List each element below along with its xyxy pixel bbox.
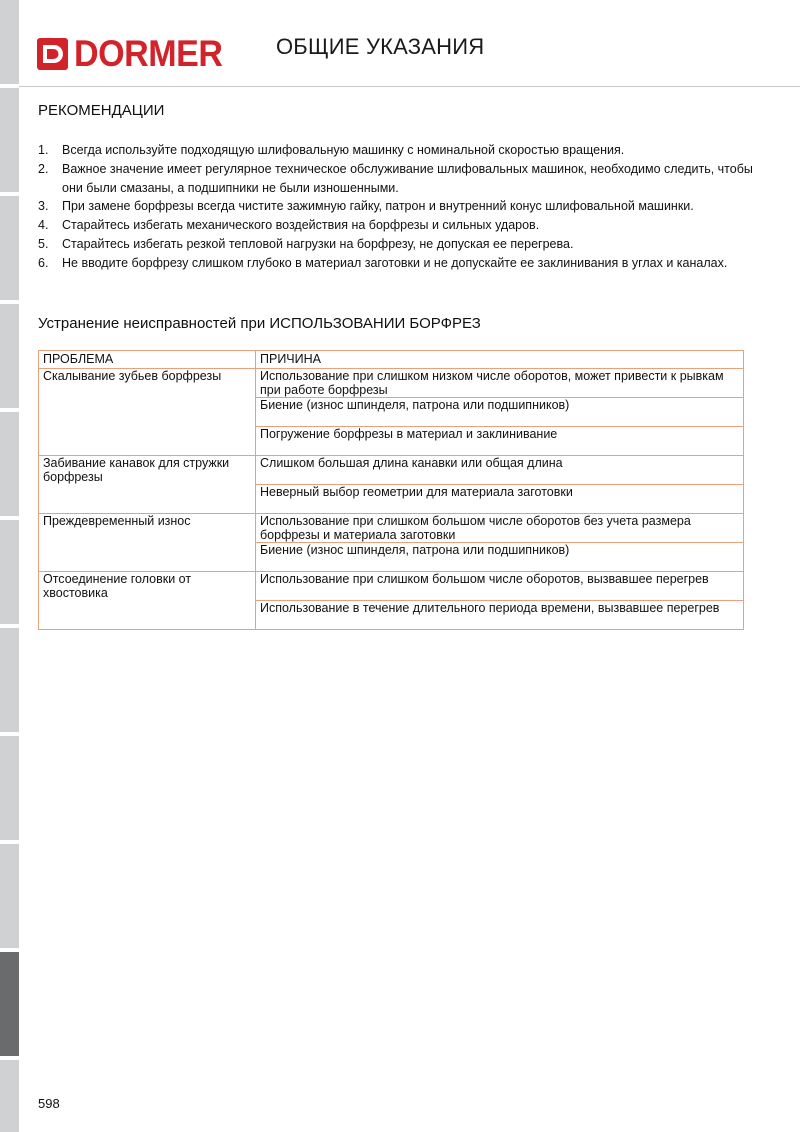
list-item xyxy=(38,141,758,160)
cause-cell: Использование при слишком большом числе оборотов, вызвавшее перегрев xyxy=(256,572,744,601)
side-tab xyxy=(0,1060,19,1132)
table-row xyxy=(39,572,744,601)
cause-cell: Погружение борфрезы в материал и заклинивание xyxy=(256,427,744,456)
item-text: Старайтесь избегать механического воздействия на борфрезы и сильных ударов. xyxy=(62,218,540,233)
item-number: 5. xyxy=(38,236,49,251)
table-row xyxy=(39,369,744,398)
side-index-tabs xyxy=(0,0,19,1132)
cause-column-header: ПРИЧИНА xyxy=(256,351,744,369)
problem-cell: Отсоединение головки от хвостовика xyxy=(39,572,256,630)
item-text: Не вводите борфрезу слишком глубоко в материал заготовки и не допускайте ее заклинивания в углах и каналах. xyxy=(62,255,728,270)
cause-cell: Слишком большая длина канавки или общая длина xyxy=(256,456,744,485)
item-text: Старайтесь избегать резкой тепловой нагрузки на борфрезу, не допуская ее перегрева. xyxy=(62,236,574,251)
table-row xyxy=(39,456,744,485)
item-text: Важное значение имеет регулярное техническое обслуживание шлифовальных машинок, необходимо следить, чтобы они были смазаны, а подшипники не были изношенными. xyxy=(62,161,753,195)
side-tab xyxy=(0,88,19,192)
brand-wordmark: DORMER xyxy=(74,33,223,74)
item-number: 1. xyxy=(38,143,49,157)
recommendations-heading: РЕКОМЕНДАЦИИ xyxy=(38,102,165,119)
side-tab xyxy=(0,628,19,732)
problem-cell: Скалывание зубьев борфрезы xyxy=(39,369,256,456)
problem-cell: Забивание канавок для стружки борфрезы xyxy=(39,456,256,514)
side-tab xyxy=(0,520,19,624)
troubleshooting-heading: Устранение неисправностей при ИСПОЛЬЗОВАНИИ БОРФРЕЗ xyxy=(38,315,481,332)
cause-cell: Биение (износ шпинделя, патрона или подшипников) xyxy=(256,398,744,427)
side-tab xyxy=(0,412,19,516)
side-tab xyxy=(0,844,19,948)
list-item xyxy=(38,216,758,235)
item-number: 2. xyxy=(38,161,49,176)
problem-column-header: ПРОБЛЕМА xyxy=(39,351,256,369)
problem-cell: Преждевременный износ xyxy=(39,514,256,572)
list-item xyxy=(38,160,758,198)
logo-emblem-icon xyxy=(36,36,70,72)
item-text: Всегда используйте подходящую шлифовальную машинку с номинальной скоростью вращения. xyxy=(62,143,625,157)
list-item xyxy=(38,254,758,273)
item-number: 3. xyxy=(38,199,49,214)
page-number: 598 xyxy=(38,1096,60,1111)
dormer-logo xyxy=(36,33,232,74)
side-tab xyxy=(0,304,19,408)
recommendations-list xyxy=(38,141,758,273)
table-row xyxy=(39,514,744,543)
header-divider xyxy=(19,86,800,87)
cause-cell: Неверный выбор геометрии для материала заготовки xyxy=(256,485,744,514)
troubleshooting-table xyxy=(38,350,744,630)
cause-cell: Использование при слишком большом числе оборотов без учета размера борфрезы и материала заготовки xyxy=(256,514,744,543)
page-title: ОБЩИЕ УКАЗАНИЯ xyxy=(276,34,485,59)
item-number: 6. xyxy=(38,255,49,270)
side-tab-active xyxy=(0,952,19,1056)
item-number: 4. xyxy=(38,218,49,233)
cause-cell: Использование в течение длительного периода времени, вызвавшее перегрев xyxy=(256,601,744,630)
cause-cell: Использование при слишком низком числе оборотов, может привести к рывкам при работе борфрезы xyxy=(256,369,744,398)
list-item xyxy=(38,197,758,216)
item-text: При замене борфрезы всегда чистите зажимную гайку, патрон и внутренний конус шлифовальной машинки. xyxy=(62,199,694,214)
list-item xyxy=(38,235,758,254)
side-tab xyxy=(0,0,19,84)
cause-cell: Биение (износ шпинделя, патрона или подшипников) xyxy=(256,543,744,572)
table-header-row xyxy=(39,351,744,369)
side-tab xyxy=(0,736,19,840)
side-tab xyxy=(0,196,19,300)
